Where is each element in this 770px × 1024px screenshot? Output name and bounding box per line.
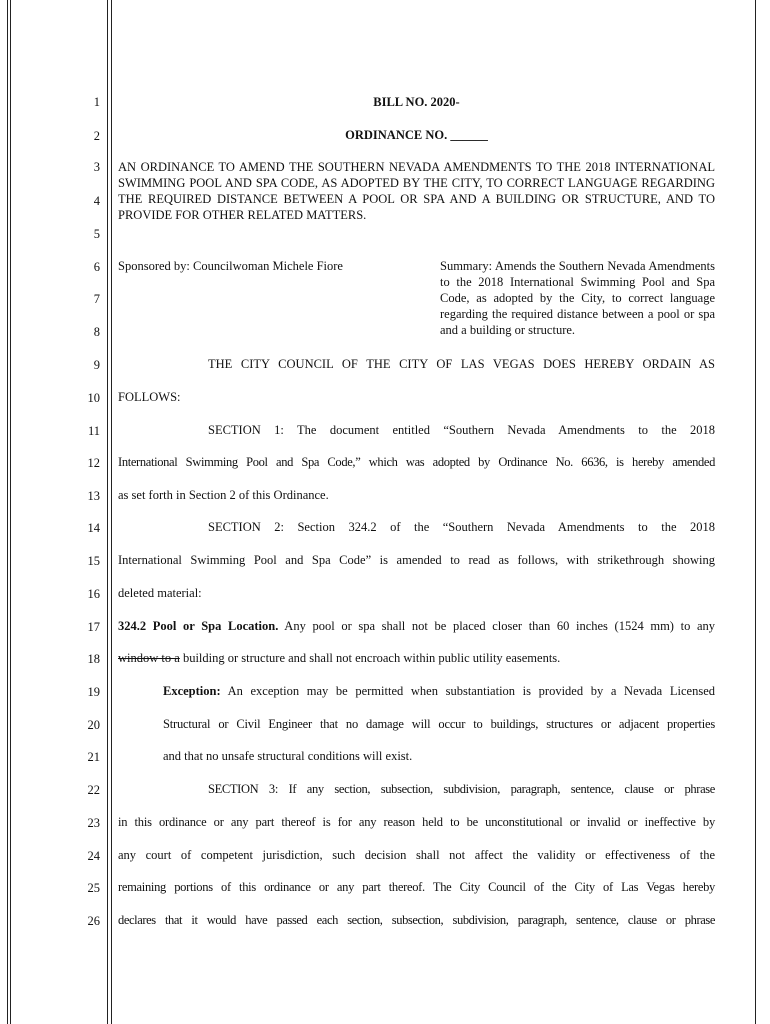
- section-1-line-1: SECTION 1: The document entitled “Southern Nevada Amendments to the 2018: [208, 423, 715, 437]
- line-number: 23: [87, 816, 100, 830]
- deleted-text: window to a: [118, 651, 180, 665]
- exception-label: Exception:: [163, 684, 221, 698]
- line-number: 16: [87, 587, 100, 601]
- code-324-2-line-2: [118, 650, 560, 666]
- line-number: 22: [87, 783, 100, 797]
- line-number: 14: [87, 521, 100, 535]
- sponsor: Sponsored by: Councilwoman Michele Fiore: [118, 259, 343, 273]
- section-2-line-1: SECTION 2: Section 324.2 of the “Southern Nevada Amendments to the 2018: [208, 520, 715, 534]
- line-number: 13: [87, 489, 100, 503]
- line-number: 15: [87, 554, 100, 568]
- section-3-line-3: any court of competent jurisdiction, such decision shall not affect the validity or effectiveness of the: [118, 848, 715, 862]
- line-number: 4: [93, 194, 100, 208]
- line-number: 18: [87, 652, 100, 666]
- line-number: 3: [93, 160, 100, 174]
- line-number: 8: [93, 325, 100, 339]
- line-number: 25: [87, 881, 100, 895]
- section-3-line-4: remaining portions of this ordinance or any part thereof. The City Council of the City of Las Vegas hereby: [118, 880, 715, 894]
- exception-line-3: and that no unsafe structural conditions will exist.: [163, 749, 413, 763]
- line-number: 5: [93, 227, 100, 241]
- left-margin-rule-outer: [7, 0, 8, 1024]
- code-324-2-heading: 324.2 Pool or Spa Location.: [118, 619, 279, 633]
- section-2-line-2: International Swimming Pool and Spa Code” is amended to read as follows, with strikethrough showing: [118, 553, 715, 567]
- line-number: 26: [87, 914, 100, 928]
- exception-line-2: Structural or Civil Engineer that no damage will occur to buildings, structures or adjacent properties: [163, 717, 715, 731]
- ordain-follows: FOLLOWS:: [118, 390, 181, 404]
- line-number: 21: [87, 750, 100, 764]
- code-324-2-text-cont: building or structure and shall not encroach within public utility easements.: [179, 651, 561, 665]
- line-number: 24: [87, 849, 100, 863]
- left-margin-rule-inner: [10, 0, 11, 1024]
- line-number: 17: [87, 620, 100, 634]
- line-number: 2: [93, 129, 100, 143]
- line-number-rule-2: [111, 0, 112, 1024]
- code-324-2-text: Any pool or spa shall not be placed closer than 60 inches (1524 mm) to any: [278, 619, 715, 633]
- exception-line-1: [163, 683, 715, 699]
- line-number: 6: [93, 260, 100, 274]
- ordinance-number: ORDINANCE NO. ______: [345, 128, 488, 142]
- line-number: 19: [87, 685, 100, 699]
- ordain-clause: THE CITY COUNCIL OF THE CITY OF LAS VEGAS DOES HEREBY ORDAIN AS: [208, 357, 715, 371]
- summary: Summary: Amends the Southern Nevada Amendments to the 2018 International Swimming Pool and Spa Code, as adopted by the City, to correct language regarding the required distance between a pool or spa and a building or structure.: [440, 259, 715, 337]
- line-number: 20: [87, 718, 100, 732]
- right-margin-rule: [755, 0, 756, 1024]
- line-number: 9: [93, 358, 100, 372]
- line-number: 7: [93, 292, 100, 306]
- section-3-line-1: SECTION 3: If any section, subsection, subdivision, paragraph, sentence, clause or phrase: [208, 782, 715, 796]
- line-number: 12: [87, 456, 100, 470]
- section-1-line-2: International Swimming Pool and Spa Code,” which was adopted by Ordinance No. 6636, is hereby amended: [118, 455, 715, 469]
- line-number-rule-1: [107, 0, 108, 1024]
- bill-number: BILL NO. 2020-: [373, 95, 460, 109]
- section-3-line-2: in this ordinance or any part thereof is for any reason held to be unconstitutional or invalid or ineffective by: [118, 815, 715, 829]
- line-number: 11: [87, 424, 100, 438]
- section-3-line-5: declares that it would have passed each section, subsection, subdivision, paragraph, sentence, clause or phrase: [118, 913, 715, 927]
- exception-text: An exception may be permitted when substantiation is provided by a Nevada Licensed: [220, 684, 715, 698]
- section-2-line-3: deleted material:: [118, 586, 202, 600]
- line-number: 1: [93, 95, 100, 109]
- line-number: 10: [87, 391, 100, 405]
- ordinance-title: AN ORDINANCE TO AMEND THE SOUTHERN NEVADA AMENDMENTS TO THE 2018 INTERNATIONAL SWIMMING POOL AND SPA CODE, AS ADOPTED BY THE CITY, TO CORRECT LANGUAGE REGARDING THE REQUIRED DISTANCE BETWEEN A POOL OR SPA AND A BUILDING OR STRUCTURE, AND TO PROVIDE FOR OTHER RELATED MATTERS.: [118, 160, 715, 222]
- code-324-2-line-1: [118, 618, 715, 634]
- section-1-line-3: as set forth in Section 2 of this Ordinance.: [118, 488, 329, 502]
